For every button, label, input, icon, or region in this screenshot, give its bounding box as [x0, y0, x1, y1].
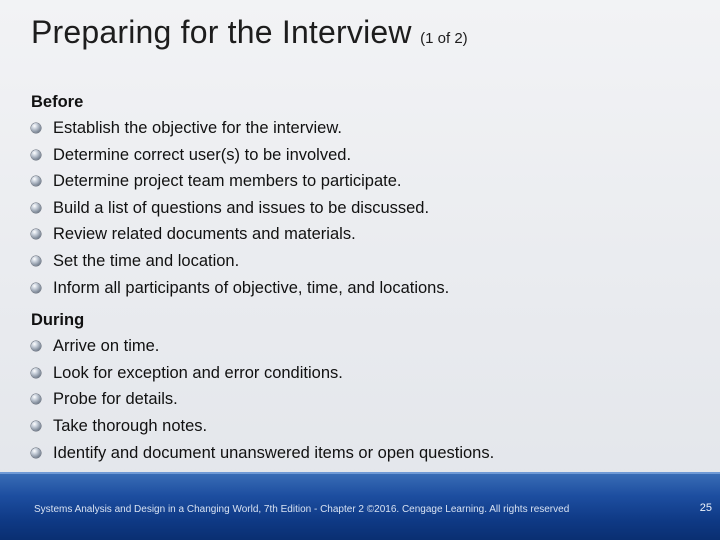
list-item-text: Look for exception and error conditions.	[53, 363, 343, 382]
sphere-bullet-icon	[31, 368, 41, 378]
list-item-text: Identify and document unanswered items or open questions.	[53, 443, 495, 462]
footer-copyright: Systems Analysis and Design in a Changing World, 7th Edition - Chapter 2 ©2016. Cengage Learning. All rights reserved	[34, 504, 570, 515]
sphere-bullet-icon	[31, 150, 41, 160]
sphere-bullet-icon	[31, 176, 41, 186]
sphere-bullet-icon	[31, 283, 41, 293]
footer-divider	[0, 472, 720, 474]
list-item	[31, 221, 691, 248]
list-item-text: Take thorough notes.	[53, 416, 208, 435]
list-item-text: Arrive on time.	[53, 337, 160, 356]
list-item-text: Determine project team members to participate.	[53, 172, 402, 191]
sphere-bullet-icon	[31, 203, 41, 213]
footer-band	[0, 472, 720, 540]
list-item	[31, 275, 691, 302]
list-item-text: Establish the objective for the interview.	[53, 119, 342, 137]
bullet-list	[31, 333, 691, 466]
bullet-list	[31, 115, 691, 301]
sphere-bullet-icon	[31, 421, 41, 431]
list-item	[31, 333, 691, 360]
slide-content	[31, 89, 691, 472]
section-before	[31, 89, 691, 301]
sphere-bullet-icon	[31, 448, 41, 458]
list-item	[31, 168, 691, 195]
list-item	[31, 115, 691, 142]
sphere-bullet-icon	[31, 123, 41, 133]
slide-title	[31, 14, 468, 51]
list-item	[31, 195, 691, 222]
list-item	[31, 386, 691, 413]
list-item	[31, 248, 691, 275]
title-text: Preparing for the Interview	[31, 14, 412, 50]
list-item	[31, 360, 691, 387]
sphere-bullet-icon	[31, 341, 41, 351]
list-item	[31, 413, 691, 440]
sphere-bullet-icon	[31, 229, 41, 239]
list-item-text: Probe for details.	[53, 390, 178, 409]
list-item	[31, 440, 691, 467]
list-item-text: Build a list of questions and issues to be discussed.	[53, 198, 430, 217]
page-number: 25	[699, 502, 712, 514]
list-item-text: Inform all participants of objective, time, and locations.	[53, 278, 450, 297]
section-heading: During	[31, 311, 85, 330]
list-item-text: Review related documents and materials.	[53, 225, 356, 244]
list-item	[31, 142, 691, 169]
list-item-text: Determine correct user(s) to be involved.	[53, 145, 352, 164]
section-during	[31, 307, 691, 466]
sphere-bullet-icon	[31, 394, 41, 404]
title-part-indicator: (1 of 2)	[420, 30, 468, 47]
list-item-text: Set the time and location.	[53, 251, 240, 270]
section-heading: Before	[31, 93, 84, 111]
sphere-bullet-icon	[31, 256, 41, 266]
